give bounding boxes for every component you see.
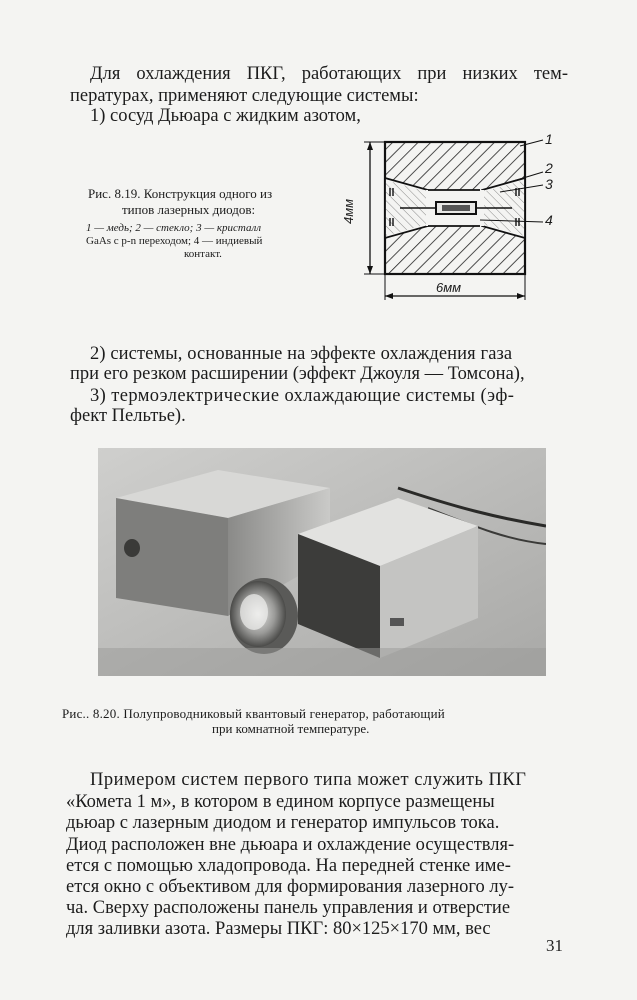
laser-generator-photo xyxy=(98,448,546,676)
list-item-1: 1) сосуд Дьюара с жидким азотом, xyxy=(90,106,361,126)
fig-8-20-caption-line-2: при комнатной температуре. xyxy=(212,721,370,736)
fig-8-19-legend-1: 1 — медь; 2 — стекло; 3 — кристалл xyxy=(86,222,262,234)
fig-8-19-legend-2: GaAs с p-n переходом; 4 — индиевый xyxy=(86,235,263,247)
list-item-2-line-1: 2) системы, основанные на эффекте охлаждения газа xyxy=(90,344,513,364)
list-item-2-line-2: при его резком расширении (эффект Джоуля — Томсона), xyxy=(70,364,525,384)
body-line-5: ется с помощью хладопровода. На передней стенке име- xyxy=(66,856,511,876)
body-line-3: дьюар с лазерным диодом и генератор импульсов тока. xyxy=(66,813,500,833)
fig-8-19-caption-title-2: типов лазерных диодов: xyxy=(122,202,256,217)
intro-line-2: пературах, применяют следующие системы: xyxy=(70,86,419,106)
body-line-6: ется окно с объективом для формирования лазерного лу- xyxy=(66,877,515,897)
body-line-2: «Комета 1 м», в котором в едином корпусе размещены xyxy=(66,792,495,812)
fig-8-19-legend-3: контакт. xyxy=(184,248,222,260)
body-line-1: Примером систем первого типа может служить ПКГ xyxy=(90,770,527,790)
list-item-3-line-1: 3) термоэлектрические охлаждающие системы (эф- xyxy=(90,386,515,406)
list-item-3-line-2: фект Пельтье). xyxy=(70,406,186,426)
body-line-8: для заливки азота. Размеры ПКГ: 80×125×170 мм, вес xyxy=(66,919,491,939)
body-line-4: Диод расположен вне дьюара и охлаждение осуществля- xyxy=(66,835,515,855)
part-label-2: 2 xyxy=(545,160,553,176)
fig-8-20-caption-line-1: Рис.. 8.20. Полупроводниковый квантовый генератор, работающий xyxy=(62,706,445,721)
body-line-7: ча. Сверху расположены панель управления и отверстие xyxy=(66,898,511,918)
part-label-4: 4 xyxy=(545,212,553,228)
intro-line-1: Для охлаждения ПКГ, работающих при низких тем- xyxy=(90,64,568,84)
part-label-1: 1 xyxy=(545,131,553,147)
dim-width-label: 6мм xyxy=(436,280,462,295)
page-number: 31 xyxy=(546,936,563,955)
fig-8-19-caption-title: Рис. 8.19. Конструкция одного из xyxy=(88,186,273,201)
part-label-3: 3 xyxy=(545,176,553,192)
dim-height-label: 4мм xyxy=(341,198,357,225)
